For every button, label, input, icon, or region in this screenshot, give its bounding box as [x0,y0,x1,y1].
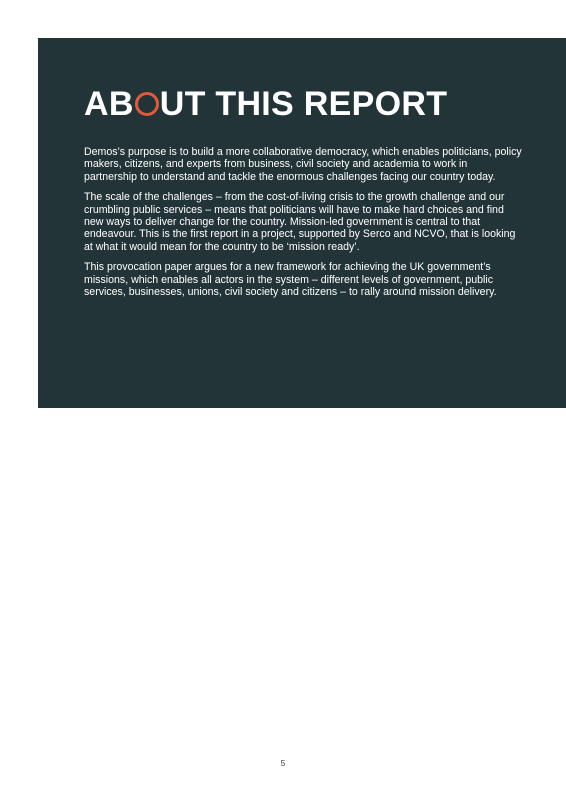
page-number: 5 [280,759,286,768]
about-report-panel [38,38,566,408]
title-o-ring [135,92,159,116]
body-text [84,146,522,298]
paragraph-purpose: Demos’s purpose is to build a more collaborative democracy, which enables politicians, policy makers, citizens, and experts from business, civil society and academia to work in partnership to understand and tackle the enormous challenges facing our country today. [84,146,522,183]
title-part-1: AB [84,85,134,123]
paragraph-provocation: This provocation paper argues for a new framework for achieving the UK government’s missions, which enables all actors in the system – different levels of government, public services, businesses, unions, civil society and citizens – to rally around mission delivery. [84,261,497,299]
paragraph-challenges: The scale of the challenges – from the cost-of-living crisis to the growth challenge and our crumbling public services – means that politicians will have to make hard choices and find new ways to deliver change for the country. Mission-led government is central to that endeavour. This is the first report in a project, supported by Serco and NCVO, that is looking at what it would mean for the country to be ‘mission ready’. [84,191,516,253]
title-part-2: UT THIS REPORT [159,85,448,123]
title-o-letter [138,95,139,96]
page-title [84,84,522,124]
